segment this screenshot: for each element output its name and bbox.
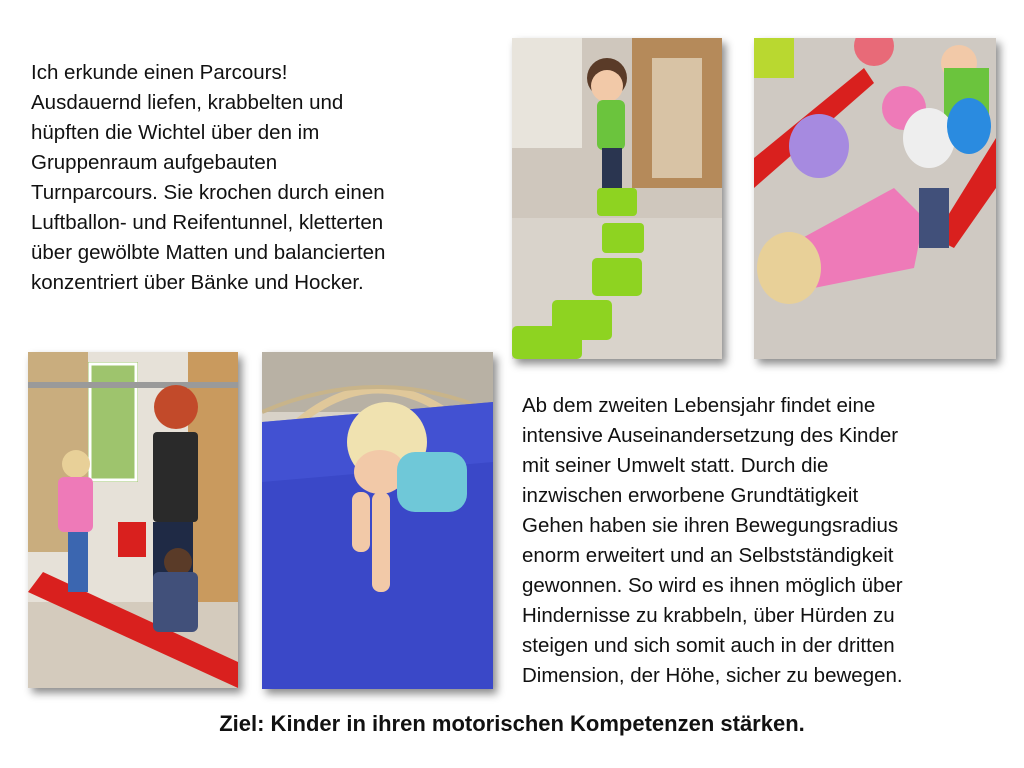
children-balancing-on-bench-photo (28, 352, 238, 688)
intro-paragraph: Ich erkunde einen Parcours! Ausdauernd liefen, krabbelten und hüpften die Wichtel über den im Gruppenraum aufgebauten Turnparcours. Sie krochen durch einen Luftballon- und Reifentunnel, kletterten über gewölbte Matten und balancierten konzentriert über Bänke und Hocker. (31, 61, 386, 294)
child-crawling-on-blue-mat-photo (262, 352, 493, 689)
development-paragraph: Ab dem zweiten Lebensjahr findet eine intensive Auseinandersetzung des Kinder mit seiner Umwelt statt. Durch die inzwischen erworbene Grundtätigkeit Gehen haben sie ihren Bewegungsradius enorm erweitert und an Selbstständigkeit gewonnen. So wird es ihnen möglich über Hindernisse zu krabbeln, über Hürden zu steigen und sich somit auch in der dritten Dimension, der Höhe, sicher zu bewegen. (522, 394, 903, 687)
child-on-green-stools-photo (512, 38, 722, 359)
children-crawling-balloon-tunnel-photo (754, 38, 996, 359)
goal-statement: Ziel: Kinder in ihren motorischen Kompetenzen stärken. (219, 711, 805, 736)
